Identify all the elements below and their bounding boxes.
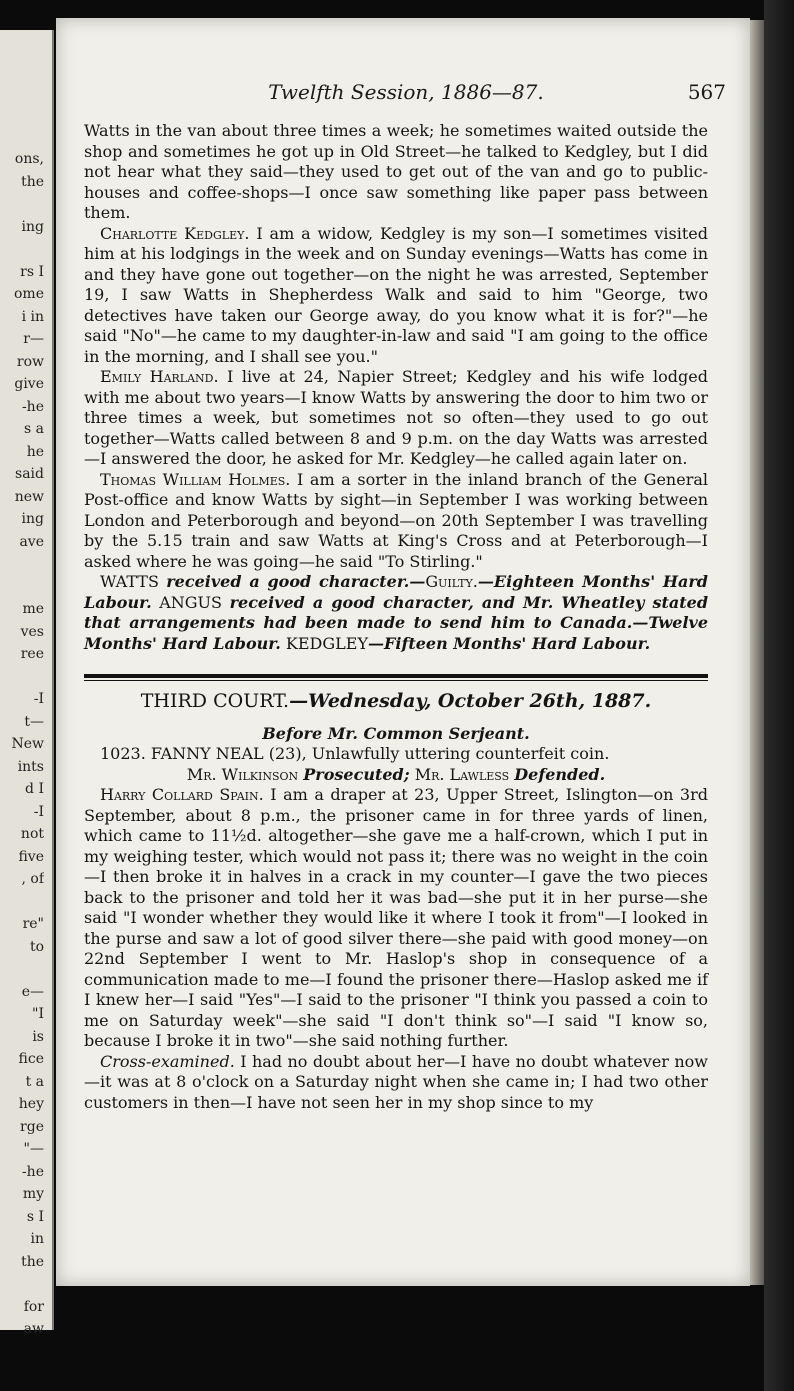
defendant-kedgley: KEDGLEY (285, 633, 369, 653)
facing-page-fragment: ave (19, 533, 44, 550)
facing-page-fragment: d I (25, 781, 44, 797)
facing-page-fragment (0, 238, 44, 261)
facing-page-fragment: hey (18, 1096, 44, 1112)
facing-page-edge (0, 30, 54, 1337)
case-title: 1023. FANNY NEAL (23), Unlawfully uttering counterfeit coin. (100, 744, 610, 763)
defence-counsel: Mr. Lawless (414, 764, 510, 784)
facing-page-text-fragments (0, 148, 44, 1341)
witness-name: Emily Harland. (100, 367, 219, 386)
angus-sentence: received a good character, and Mr. Wheatley stated that arrangements had been made to send him to Canada.—Twelve Months' Hard Labour. (84, 592, 709, 653)
facing-page-fragment: , of (21, 871, 44, 887)
defendant-watts: WATTS (100, 572, 159, 591)
facing-page-fragment: new (14, 488, 44, 505)
watts-character: received a good character.— (166, 572, 426, 591)
testimony-kedgley (84, 224, 708, 368)
facing-page-fragment: s a (24, 421, 44, 437)
testimony-harland (84, 367, 708, 470)
facing-page-fragment: ing (21, 218, 44, 235)
facing-page-fragment: five (18, 848, 44, 865)
facing-page-fragment: ints (17, 758, 44, 775)
facing-page-fragment: -I (33, 803, 44, 820)
verdict-paragraph (84, 572, 708, 654)
witness-name: Harry Collard Spain. (100, 785, 264, 804)
paragraph-continuation: Watts in the van about three times a week; he sometimes waited outside the shop and sometimes he got up in Old Street—he talked to Kedgley, but I did not hear what they said—they used to get out of the van and go to public-houses and coffee-shops—I once saw something like paper pass between them. (84, 121, 708, 222)
testimony-holmes (84, 470, 708, 573)
facing-page-fragment: i in (21, 308, 44, 325)
testimony-spain (84, 785, 708, 1052)
facing-page-fragment: -he (21, 1163, 44, 1180)
book-page (56, 18, 750, 1286)
page-body (84, 121, 708, 1113)
court-date: —Wednesday, October 26th, 1887. (289, 690, 652, 712)
guilty-verdict: Guilty. (425, 572, 478, 591)
facing-page-fragment: the (21, 1253, 44, 1270)
facing-page-fragment: my (22, 1186, 44, 1202)
facing-page-fragment: ves (20, 623, 44, 640)
facing-page-fragment: fice (18, 1051, 44, 1067)
facing-page-fragment: rs I (20, 263, 44, 280)
facing-page-fragment: give (14, 376, 44, 392)
presiding-judge: Before Mr. Common Serjeant. (262, 723, 530, 743)
facing-page-fragment: t— (24, 713, 44, 730)
facing-page-fragment: ree (20, 646, 44, 662)
facing-page-fragment: row (16, 353, 44, 370)
facing-page-fragment: aw (23, 1321, 44, 1337)
facing-page-fragment: -he (21, 398, 44, 415)
court-name: THIRD COURT. (140, 690, 290, 712)
facing-page-fragment: r— (23, 331, 44, 347)
running-head (86, 78, 726, 106)
testimony-text: I am a sorter in the inland branch of the General Post-office and know Watts by sight—in September I was working between London and Peterborough and beyond—on 20th September I was travelling by the 5.15 train and saw Watts at King's Cross and at Peterborough—I asked where he was going—he said "To Stirling." (84, 469, 708, 571)
testimony-text: I live at 24, Napier Street; Kedgley and his wife lodged with me about two years—I know Watts by answering the door to him two or three times a week, but sometimes not so often—they used to go out together—Watts called between 8 and 9 p.m. on the day Watts was arrested—I answered the door, he asked for Mr. Kedgley—he called again later on. (84, 367, 708, 468)
facing-page-fragment: in (30, 1231, 44, 1247)
counsel-line (84, 765, 708, 786)
session-title: Twelfth Session, 1886—87. (268, 80, 544, 104)
page-number: 567 (687, 80, 726, 104)
facing-page-fragment: said (15, 466, 44, 482)
facing-page-fragment (0, 1273, 44, 1296)
book-cover-edge (764, 0, 794, 1391)
facing-page-fragment (0, 958, 44, 981)
facing-page-fragment (0, 193, 44, 216)
facing-page-fragment: to (29, 938, 44, 955)
facing-page-fragment: "I (32, 1006, 44, 1022)
facing-page-fragment: re" (22, 916, 44, 932)
prosecution-counsel: Mr. Wilkinson (186, 764, 299, 784)
court-heading (84, 691, 708, 712)
facing-page-fragment: rge (20, 1118, 44, 1135)
kedgley-sentence: —Fifteen Months' Hard Labour. (368, 633, 651, 653)
facing-page-fragment (0, 666, 44, 689)
facing-page-fragment: New (11, 736, 44, 752)
testimony-text: I am a widow, Kedgley is my son—I sometimes visited him at his lodgings in the week and on Sunday evenings—Watts has come in and they have gone out together—on the night he was arrested, September 19, I saw Watts in Shepherdess Walk and said to him "George, two detectives have taken our George away, do you know what it is for?"—he said "No"—he came to my daughter-in-law and said "I am going to the office in the morning, and I shall see you." (84, 223, 709, 366)
facing-page-fragment (0, 576, 44, 599)
facing-page-fragment: ome (14, 286, 44, 302)
facing-page-fragment: t a (25, 1073, 44, 1090)
testimony-text: I am a draper at 23, Upper Street, Islington—on 3rd September, about 8 p.m., the prisoner came in for three yards of linen, which came to 11½d. altogether—she gave me a half-crown, which I put in my weighing tester, which would not pass it; there was no weight in the coin—I then broke it in halves in a crack in my counter—I gave the two pieces back to the prisoner and told her it was bad—she put it in her purse—she said "I wonder whether they would like it where I took it from"—I looked in the purse and saw a lot of good silver there—she paid with good money—on 22nd September I went to Mr. Haslop's shop in consequence of a communication made to me—I found the prisoner there—Haslop asked me if I knew her—I said "Yes"—I said to the prisoner "I think you passed a coin to me on Saturday week"—she said "I don't think so"—I said "I know so, because I broke it in two"—she said nothing further. (84, 785, 708, 1050)
facing-page-fragment: not (20, 826, 44, 842)
facing-page-fragment: is (32, 1028, 44, 1045)
watts-sentence: —Eighteen Months' Hard Labour. (84, 572, 708, 612)
section-divider (84, 674, 708, 681)
defence-role: Defended. (514, 764, 606, 784)
facing-page-fragment (0, 891, 44, 914)
facing-page-fragment: for (23, 1298, 44, 1315)
facing-page-fragment: the (21, 173, 44, 190)
facing-page-fragment: ing (21, 511, 44, 527)
facing-page-fragment: he (26, 443, 44, 460)
facing-page-fragment: s I (26, 1208, 44, 1225)
page-stack-edge (750, 20, 764, 1285)
cross-examined-label: Cross-examined. (100, 1051, 235, 1071)
facing-page-fragment (0, 553, 44, 576)
witness-name: Charlotte Kedgley. (100, 223, 250, 243)
facing-page-fragment: me (22, 601, 44, 617)
testimony-text: I had no doubt about her—I have no doubt whatever now—it was at 8 o'clock on a Saturday night when she came in; I had two other customers in then—I have not seen her in my shop since to my (84, 1051, 708, 1112)
cross-examination (84, 1052, 708, 1114)
facing-page-fragment: ons, (14, 151, 44, 167)
witness-name: Thomas William Holmes. (100, 469, 291, 489)
facing-page-fragment: -I (33, 691, 44, 707)
facing-page-fragment: "— (23, 1141, 44, 1157)
facing-page-fragment: e— (21, 983, 44, 1000)
defendant-angus: ANGUS (159, 592, 222, 612)
prosecution-role: Prosecuted; (303, 764, 410, 784)
